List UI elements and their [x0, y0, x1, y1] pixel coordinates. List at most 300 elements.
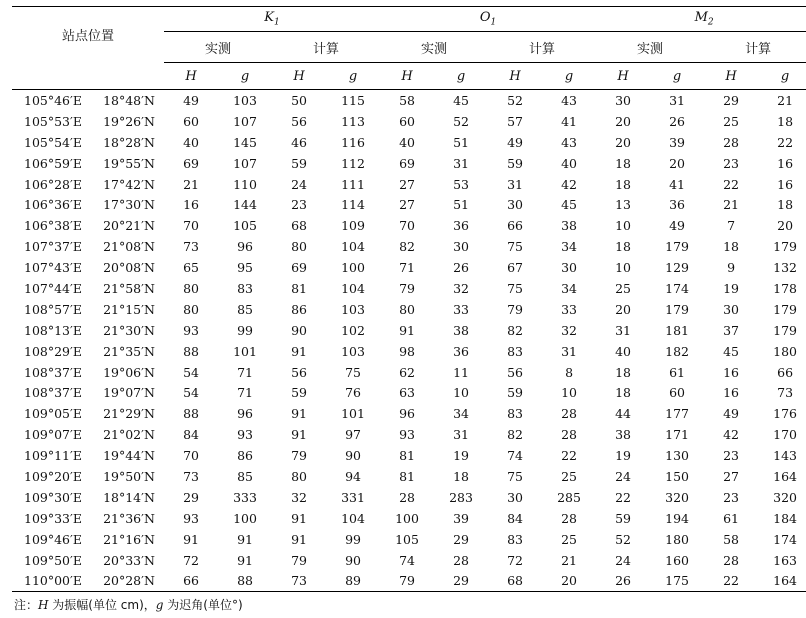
phase-cell: 174 [773, 531, 798, 547]
amplitude-cell: 60 [399, 113, 415, 129]
amplitude-cell: 40 [183, 134, 199, 150]
phase-cell: 171 [665, 427, 689, 443]
amplitude-cell: 69 [183, 155, 199, 171]
phase-cell: 164 [758, 570, 806, 591]
amplitude-cell: 25 [723, 113, 740, 129]
phase-cell: 30 [561, 260, 577, 276]
phase-cell: 41 [561, 113, 577, 129]
amplitude-cell: 30 [507, 489, 523, 505]
phase-cell: 181 [665, 322, 689, 338]
amplitude-cell: 21 [183, 176, 199, 192]
phase-cell: 61 [669, 364, 686, 380]
amplitude-cell: 9 [727, 260, 736, 276]
phase-cell: 320 [665, 489, 689, 505]
station-latitude: 20°21′N [103, 218, 155, 234]
group-header-o1: $O_1$ [380, 7, 596, 32]
phase-cell: 34 [561, 239, 577, 255]
table-row [12, 215, 806, 236]
amplitude-cell: 80 [183, 301, 199, 317]
amplitude-cell: 59 [291, 385, 307, 401]
station-longitude: 107°43′E [24, 260, 82, 276]
phase-cell: 331 [341, 489, 365, 505]
table-row [12, 529, 806, 550]
station-latitude: 20°28′N [94, 570, 164, 591]
station-longitude: 107°37′E [24, 239, 82, 255]
o1-measured-header: 实测 [380, 32, 488, 63]
amplitude-cell: 20 [615, 301, 632, 317]
phase-cell: 51 [453, 197, 469, 213]
phase-cell: 32 [561, 322, 577, 338]
table-row [12, 111, 806, 132]
amplitude-cell: 23 [723, 155, 740, 171]
phase-cell: 100 [341, 260, 365, 276]
amplitude-cell: 28 [723, 552, 740, 568]
amplitude-cell: 100 [395, 510, 419, 526]
phase-cell: 22 [777, 134, 794, 150]
phase-cell: 96 [237, 239, 253, 255]
amplitude-cell: 67 [507, 260, 523, 276]
amplitude-cell: 73 [183, 468, 199, 484]
amplitude-cell: 52 [615, 531, 632, 547]
table-row [12, 194, 806, 215]
group-header-m2: $M_2$ [596, 7, 806, 32]
amplitude-cell: 63 [399, 385, 415, 401]
phase-cell: 43 [561, 134, 577, 150]
amplitude-cell: 46 [291, 134, 307, 150]
amplitude-cell: 58 [723, 531, 740, 547]
amplitude-cell: 30 [615, 92, 632, 108]
amplitude-cell: 66 [164, 570, 218, 591]
phase-cell: 104 [341, 239, 365, 255]
amplitude-cell: 32 [291, 489, 307, 505]
phase-cell: 53 [453, 176, 469, 192]
station-longitude: 105°54′E [24, 134, 82, 150]
amplitude-cell: 31 [507, 176, 523, 192]
phase-cell: 16 [777, 155, 794, 171]
amplitude-cell: 49 [723, 406, 740, 422]
amplitude-cell: 20 [615, 134, 632, 150]
phase-cell: 26 [669, 113, 686, 129]
phase-cell: 28 [561, 510, 577, 526]
phase-cell: 96 [237, 406, 253, 422]
amplitude-cell: 73 [183, 239, 199, 255]
phase-cell: 31 [561, 343, 577, 359]
table-row [12, 466, 806, 487]
amplitude-cell: 29 [723, 92, 740, 108]
phase-cell: 71 [237, 364, 253, 380]
phase-cell: 49 [669, 218, 686, 234]
k1-computed-header: 计算 [272, 32, 380, 63]
phase-cell: 18 [777, 197, 794, 213]
phase-cell: 113 [341, 113, 365, 129]
phase-cell: 180 [773, 343, 798, 359]
amplitude-cell: 27 [399, 176, 415, 192]
phase-cell: 94 [345, 468, 361, 484]
phase-cell: 176 [773, 406, 798, 422]
table-row [12, 320, 806, 341]
phase-cell: 90 [345, 552, 361, 568]
amplitude-cell: 24 [615, 468, 632, 484]
phase-cell: 38 [453, 322, 469, 338]
phase-cell: 21 [561, 552, 577, 568]
amplitude-cell: 79 [507, 301, 523, 317]
station-latitude: 18°14′N [103, 489, 155, 505]
phase-cell: 39 [453, 510, 469, 526]
phase-cell: 31 [453, 427, 469, 443]
amplitude-cell: 40 [399, 134, 415, 150]
station-longitude: 108°13′E [24, 322, 82, 338]
amplitude-cell: 81 [291, 280, 307, 296]
amplitude-cell: 25 [615, 280, 632, 296]
phase-cell: 25 [561, 468, 577, 484]
amplitude-cell: 88 [183, 406, 199, 422]
table-row [12, 382, 806, 403]
amplitude-cell: 93 [399, 427, 415, 443]
phase-cell: 34 [453, 406, 469, 422]
table-row [12, 174, 806, 195]
amplitude-cell: 70 [183, 218, 199, 234]
table-row [12, 236, 806, 257]
amplitude-cell: 13 [615, 197, 632, 213]
amplitude-cell: 75 [507, 280, 523, 296]
amplitude-cell: 40 [615, 343, 632, 359]
station-latitude: 19°06′N [103, 364, 155, 380]
phase-cell: 109 [341, 218, 365, 234]
station-latitude: 19°07′N [103, 385, 155, 401]
amplitude-cell: 26 [596, 570, 650, 591]
amplitude-cell: 57 [507, 113, 523, 129]
phase-cell: 107 [233, 155, 257, 171]
station-latitude: 17°30′N [103, 197, 155, 213]
phase-cell: 25 [561, 531, 577, 547]
amplitude-cell: 91 [291, 406, 307, 422]
amplitude-cell: 79 [399, 280, 415, 296]
amplitude-cell: 42 [723, 427, 740, 443]
amplitude-cell: 61 [723, 510, 740, 526]
phase-cell: 175 [650, 570, 704, 591]
phase-cell: 41 [669, 176, 686, 192]
phase-cell: 21 [777, 92, 794, 108]
amplitude-cell: 60 [183, 113, 199, 129]
station-latitude: 21°02′N [103, 427, 155, 443]
station-longitude: 109°30′E [24, 489, 82, 505]
amplitude-cell: 10 [615, 218, 632, 234]
phase-cell: 36 [453, 343, 469, 359]
phase-cell: 180 [665, 531, 689, 547]
k1-measured-header: 实测 [164, 32, 272, 63]
table-row [12, 257, 806, 278]
amplitude-cell: 70 [183, 448, 199, 464]
table-row [12, 278, 806, 299]
amplitude-cell: 88 [183, 343, 199, 359]
amplitude-cell: 24 [615, 552, 632, 568]
station-longitude: 109°46′E [24, 531, 82, 547]
amplitude-cell: 79 [380, 570, 434, 591]
amplitude-cell: 30 [507, 197, 523, 213]
amplitude-cell: 18 [723, 239, 740, 255]
station-longitude: 106°38′E [24, 218, 82, 234]
phase-cell: 31 [453, 155, 469, 171]
phase-cell: 116 [341, 134, 365, 150]
amplitude-cell: 18 [615, 239, 632, 255]
group-header-k1: $K_1$ [164, 7, 380, 32]
phase-cell: 22 [561, 448, 577, 464]
amplitude-cell: 7 [727, 218, 736, 234]
station-latitude: 21°36′N [103, 510, 155, 526]
amplitude-cell: 23 [723, 489, 740, 505]
amplitude-cell: 45 [723, 343, 740, 359]
phase-cell: 45 [453, 92, 469, 108]
amplitude-cell: 28 [399, 489, 415, 505]
phase-cell: 101 [233, 343, 257, 359]
phase-cell: 115 [341, 92, 365, 108]
station-longitude: 106°36′E [24, 197, 82, 213]
amplitude-cell: 22 [615, 489, 632, 505]
amplitude-cell: 68 [291, 218, 307, 234]
phase-cell: 29 [434, 570, 488, 591]
amplitude-cell: 23 [291, 197, 307, 213]
phase-cell: 88 [218, 570, 272, 591]
amplitude-cell: 21 [723, 197, 740, 213]
amplitude-header: H [704, 63, 758, 90]
station-longitude: 105°53′E [24, 113, 82, 129]
station-latitude: 21°29′N [103, 406, 155, 422]
amplitude-cell: 91 [183, 531, 199, 547]
station-latitude: 19°44′N [103, 448, 155, 464]
amplitude-cell: 79 [291, 448, 307, 464]
amplitude-cell: 80 [399, 301, 415, 317]
phase-cell: 60 [669, 385, 686, 401]
phase-cell: 20 [669, 155, 686, 171]
amplitude-cell: 91 [399, 322, 415, 338]
phase-cell: 160 [665, 552, 689, 568]
phase-cell: 112 [341, 155, 365, 171]
amplitude-cell: 81 [399, 448, 415, 464]
phase-cell: 95 [237, 260, 253, 276]
phase-cell: 66 [777, 364, 794, 380]
phase-cell: 320 [773, 489, 798, 505]
station-longitude: 108°37′E [24, 364, 82, 380]
amplitude-cell: 83 [507, 406, 523, 422]
station-longitude: 109°11′E [24, 448, 82, 464]
station-latitude: 21°15′N [103, 301, 155, 317]
amplitude-header: H [488, 63, 542, 90]
station-longitude: 106°28′E [24, 176, 82, 192]
amplitude-cell: 74 [507, 448, 523, 464]
amplitude-cell: 19 [723, 280, 740, 296]
amplitude-cell: 50 [291, 92, 307, 108]
amplitude-cell: 16 [183, 197, 199, 213]
phase-cell: 182 [665, 343, 689, 359]
phase-cell: 103 [341, 343, 365, 359]
amplitude-cell: 62 [399, 364, 415, 380]
table-footnote: 注：H 为振幅(单位 cm)，g 为迟角(单位°) [14, 598, 243, 612]
amplitude-cell: 84 [507, 510, 523, 526]
phase-cell: 73 [777, 385, 794, 401]
amplitude-cell: 56 [291, 364, 307, 380]
phase-cell: 45 [561, 197, 577, 213]
station-latitude: 21°16′N [103, 531, 155, 547]
phase-cell: 89 [326, 570, 380, 591]
amplitude-cell: 30 [723, 301, 740, 317]
m2-computed-header: 计算 [704, 32, 806, 63]
amplitude-cell: 91 [291, 510, 307, 526]
amplitude-header: H [596, 63, 650, 90]
phase-cell: 8 [565, 364, 574, 380]
amplitude-cell: 59 [615, 510, 632, 526]
phase-cell: 150 [665, 468, 689, 484]
amplitude-cell: 91 [291, 531, 307, 547]
phase-cell: 18 [777, 113, 794, 129]
station-longitude: 110°00′E [12, 570, 94, 591]
phase-cell: 101 [341, 406, 365, 422]
amplitude-cell: 27 [399, 197, 415, 213]
amplitude-cell: 80 [291, 239, 307, 255]
phase-cell: 132 [773, 260, 798, 276]
station-latitude: 21°35′N [103, 343, 155, 359]
phase-header: g [542, 63, 596, 90]
o1-computed-header: 计算 [488, 32, 596, 63]
station-longitude: 108°57′E [24, 301, 82, 317]
station-latitude: 21°08′N [103, 239, 155, 255]
phase-cell: 104 [341, 280, 365, 296]
amplitude-cell: 49 [507, 134, 523, 150]
phase-cell: 16 [777, 176, 794, 192]
amplitude-cell: 27 [723, 468, 740, 484]
amplitude-cell: 86 [291, 301, 307, 317]
phase-cell: 91 [237, 552, 253, 568]
phase-header: g [758, 63, 806, 90]
phase-header: g [326, 63, 380, 90]
phase-cell: 43 [561, 92, 577, 108]
phase-cell: 179 [773, 322, 798, 338]
phase-cell: 179 [773, 301, 798, 317]
station-longitude: 106°59′E [24, 155, 82, 171]
phase-header: g [434, 63, 488, 90]
amplitude-cell: 20 [615, 113, 632, 129]
amplitude-cell: 83 [507, 343, 523, 359]
phase-cell: 20 [777, 218, 794, 234]
amplitude-cell: 105 [395, 531, 419, 547]
phase-cell: 145 [233, 134, 257, 150]
amplitude-cell: 84 [183, 427, 199, 443]
station-longitude: 108°29′E [24, 343, 82, 359]
amplitude-cell: 44 [615, 406, 632, 422]
phase-cell: 99 [345, 531, 361, 547]
phase-cell: 102 [341, 322, 365, 338]
amplitude-cell: 82 [399, 239, 415, 255]
phase-cell: 40 [561, 155, 577, 171]
phase-cell: 111 [341, 176, 365, 192]
amplitude-cell: 23 [723, 448, 740, 464]
station-latitude: 20°08′N [103, 260, 155, 276]
station-longitude: 109°05′E [24, 406, 82, 422]
amplitude-cell: 37 [723, 322, 740, 338]
amplitude-cell: 96 [399, 406, 415, 422]
amplitude-cell: 65 [183, 260, 199, 276]
phase-cell: 85 [237, 301, 253, 317]
phase-cell: 33 [561, 301, 577, 317]
station-latitude: 17°42′N [103, 176, 155, 192]
phase-cell: 75 [345, 364, 361, 380]
phase-cell: 174 [665, 280, 689, 296]
amplitude-cell: 18 [615, 364, 632, 380]
amplitude-cell: 91 [291, 427, 307, 443]
phase-cell: 90 [345, 448, 361, 464]
phase-cell: 28 [453, 552, 469, 568]
table-row [12, 570, 806, 591]
amplitude-cell: 83 [507, 531, 523, 547]
amplitude-cell: 59 [507, 385, 523, 401]
amplitude-cell: 80 [183, 280, 199, 296]
amplitude-cell: 56 [291, 113, 307, 129]
table-row [12, 132, 806, 153]
phase-cell: 130 [665, 448, 689, 464]
table-row [12, 341, 806, 362]
amplitude-cell: 52 [507, 92, 523, 108]
phase-cell: 103 [233, 92, 257, 108]
table-row [12, 550, 806, 571]
amplitude-cell: 10 [615, 260, 632, 276]
phase-cell: 83 [237, 280, 253, 296]
table-row [12, 362, 806, 383]
amplitude-header: H [164, 63, 218, 90]
amplitude-cell: 66 [507, 218, 523, 234]
table-row [12, 153, 806, 174]
station-header: 站点位置 [12, 7, 164, 63]
amplitude-cell: 98 [399, 343, 415, 359]
phase-cell: 129 [665, 260, 689, 276]
phase-cell: 107 [233, 113, 257, 129]
table-row [12, 299, 806, 320]
phase-cell: 36 [669, 197, 686, 213]
phase-cell: 85 [237, 468, 253, 484]
phase-cell: 194 [665, 510, 689, 526]
station-longitude: 105°46′E [24, 92, 82, 108]
amplitude-cell: 59 [507, 155, 523, 171]
phase-cell: 86 [237, 448, 253, 464]
phase-cell: 114 [341, 197, 365, 213]
phase-cell: 39 [669, 134, 686, 150]
phase-cell: 42 [561, 176, 577, 192]
amplitude-cell: 18 [615, 176, 632, 192]
amplitude-cell: 80 [291, 468, 307, 484]
phase-cell: 333 [233, 489, 257, 505]
phase-cell: 143 [773, 448, 798, 464]
phase-cell: 28 [561, 406, 577, 422]
phase-cell: 93 [237, 427, 253, 443]
phase-cell: 179 [665, 239, 689, 255]
amplitude-cell: 75 [507, 468, 523, 484]
amplitude-cell: 82 [507, 427, 523, 443]
amplitude-cell: 38 [615, 427, 632, 443]
station-latitude: 20°33′N [103, 552, 155, 568]
phase-cell: 179 [665, 301, 689, 317]
phase-cell: 91 [237, 531, 253, 547]
amplitude-cell: 29 [183, 489, 199, 505]
phase-cell: 20 [542, 570, 596, 591]
station-latitude: 21°30′N [103, 322, 155, 338]
amplitude-cell: 18 [615, 385, 632, 401]
phase-cell: 30 [453, 239, 469, 255]
amplitude-cell: 82 [507, 322, 523, 338]
amplitude-cell: 74 [399, 552, 415, 568]
phase-cell: 163 [773, 552, 798, 568]
amplitude-cell: 24 [291, 176, 307, 192]
station-latitude: 19°26′N [103, 113, 155, 129]
amplitude-cell: 54 [183, 364, 199, 380]
phase-cell: 36 [453, 218, 469, 234]
